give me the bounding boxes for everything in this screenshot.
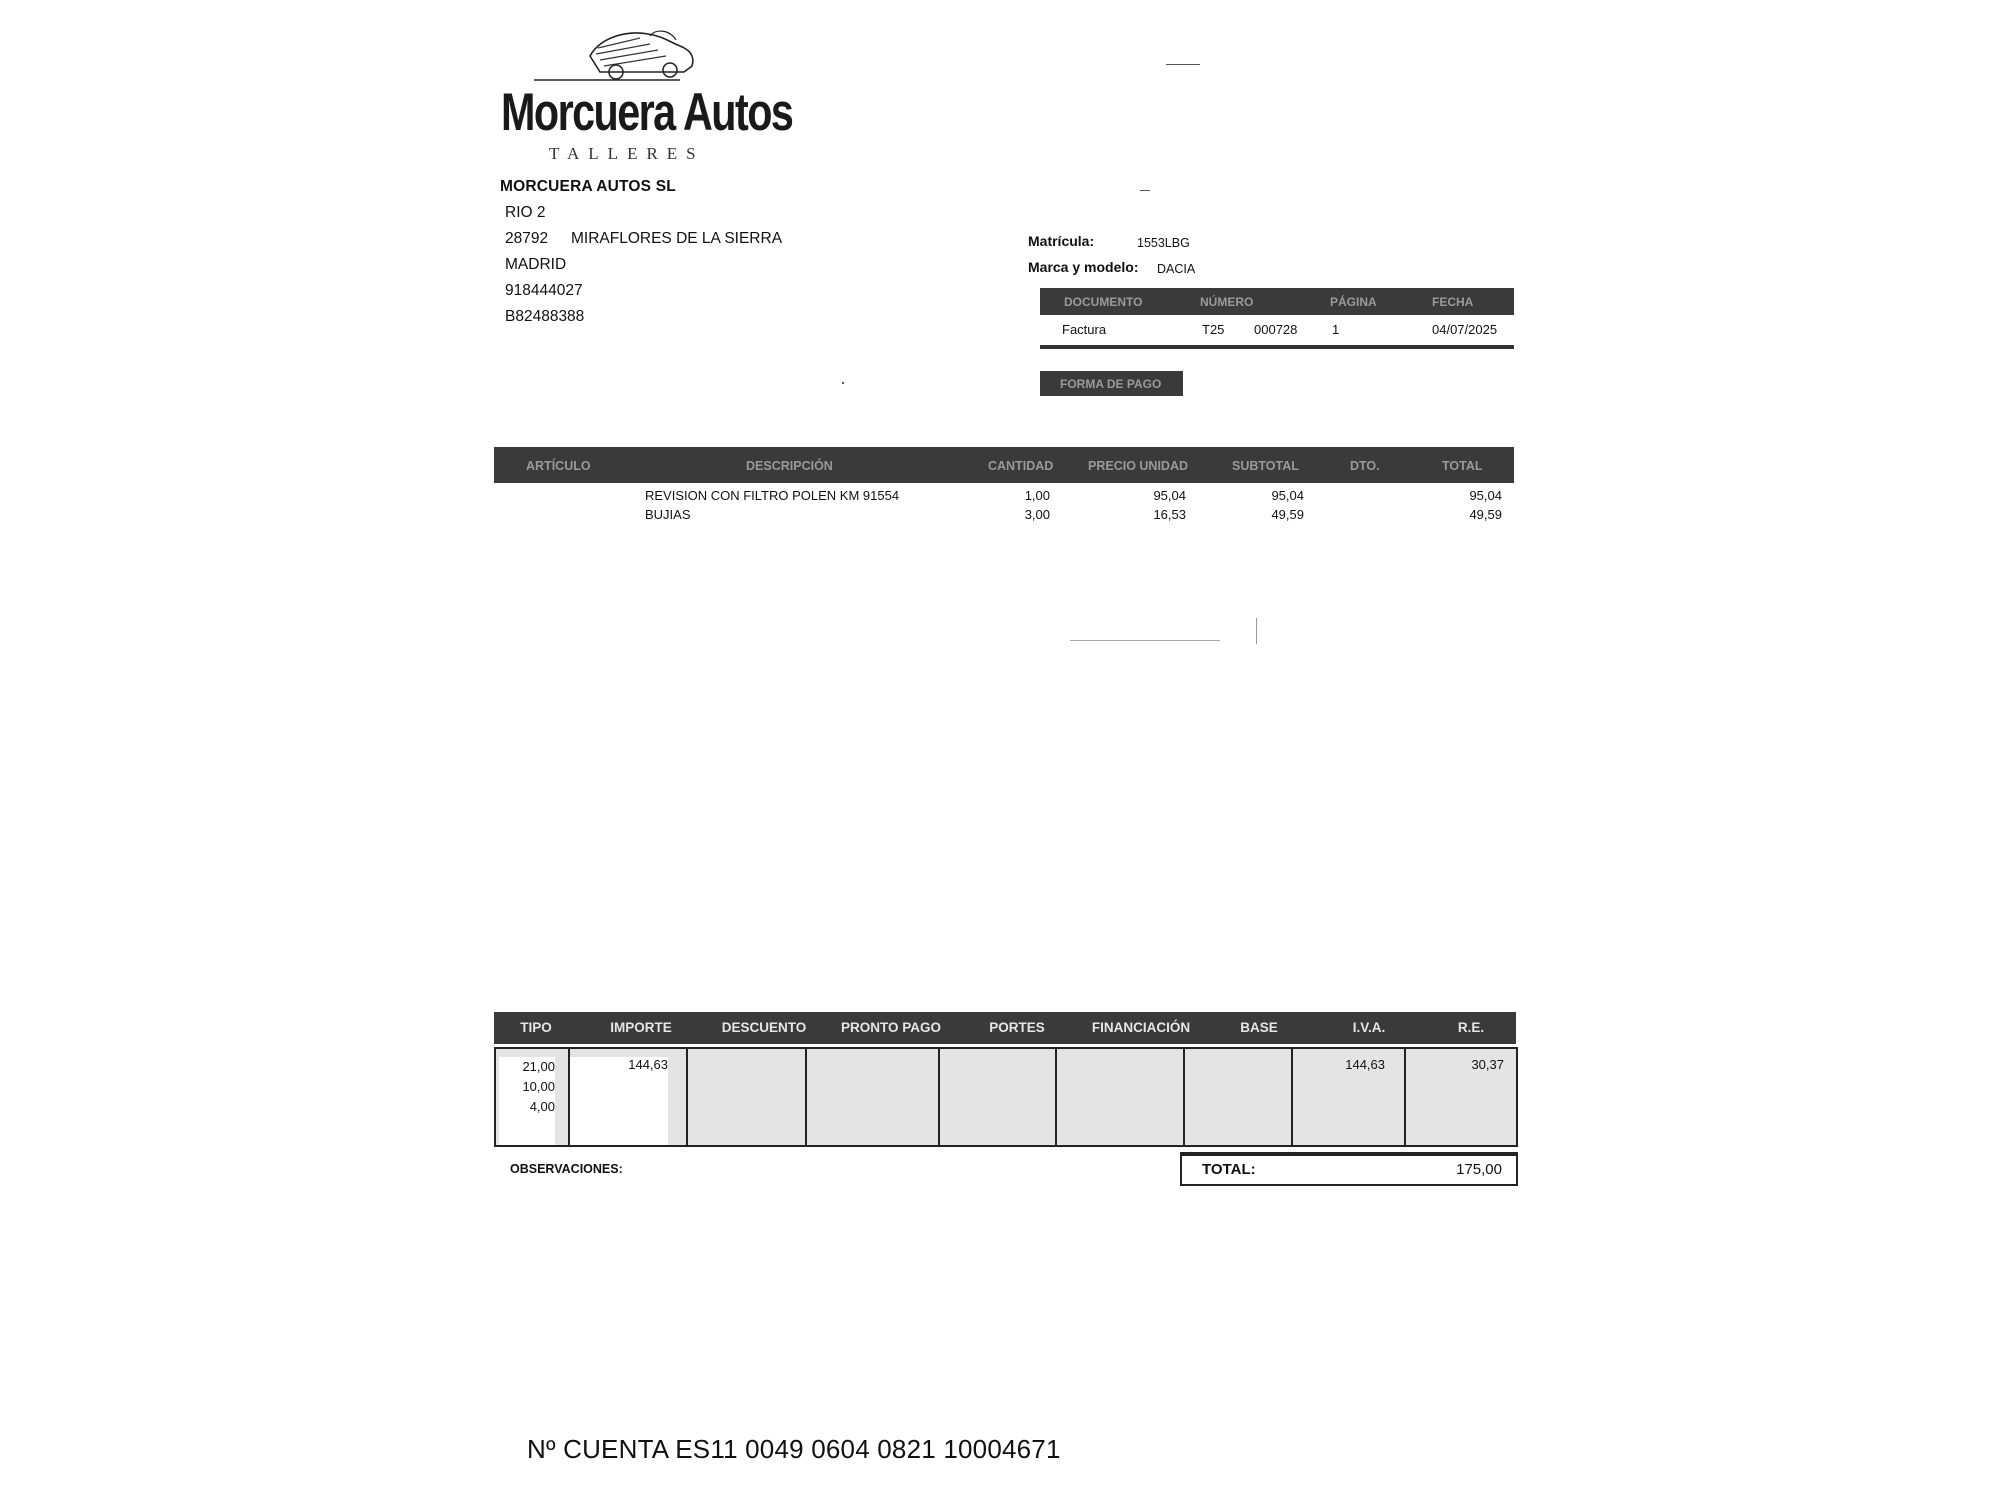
tax-rate: 21,00 <box>522 1059 555 1074</box>
model-label: Marca y modelo: <box>1028 259 1139 275</box>
header-importe: IMPORTE <box>610 1020 672 1035</box>
items-table-header <box>494 447 1514 483</box>
header-fecha: FECHA <box>1432 295 1474 309</box>
tax-table-header <box>494 1012 1516 1044</box>
header-base: BASE <box>1240 1020 1278 1035</box>
scan-speck <box>1256 618 1257 644</box>
total-box <box>1180 1152 1518 1186</box>
header-precio: PRECIO UNIDAD <box>1088 459 1189 473</box>
company-city-line <box>500 226 782 252</box>
column-divider <box>938 1049 940 1145</box>
scan-speck <box>1166 64 1200 65</box>
header-subtotal: SUBTOTAL <box>1232 459 1299 473</box>
document-table-header <box>1040 288 1514 315</box>
header-pagina: PÁGINA <box>1330 295 1377 309</box>
plate-label: Matrícula: <box>1028 233 1095 249</box>
item-total: 49,59 <box>1469 507 1502 522</box>
model-value: DACIA <box>1157 262 1196 276</box>
company-phone: 918444027 <box>505 282 583 299</box>
tax-table-body <box>494 1047 1518 1147</box>
iva-value: 30,37 <box>1471 1057 1504 1072</box>
header-numero: NÚMERO <box>1200 295 1254 309</box>
document-date: 04/07/2025 <box>1432 322 1498 337</box>
header-pronto-pago: PRONTO PAGO <box>840 1020 941 1035</box>
column-divider <box>1183 1049 1185 1145</box>
bank-account: Nº CUENTA ES11 0049 0604 0821 10004671 <box>527 1434 1061 1464</box>
scan-speck <box>842 382 844 384</box>
header-cantidad: CANTIDAD <box>988 459 1054 473</box>
item-subtotal: 95,04 <box>1271 488 1304 503</box>
item-subtotal: 49,59 <box>1271 507 1304 522</box>
item-total: 95,04 <box>1469 488 1502 503</box>
items-table-body <box>494 488 1514 526</box>
logo-subtitle: TALLERES <box>549 144 705 163</box>
header-tipo: TIPO <box>520 1020 552 1035</box>
company-postal-code: 28792 <box>505 230 549 247</box>
observations-label: OBSERVACIONES: <box>510 1162 623 1176</box>
payment-method-header <box>1040 371 1183 396</box>
item-quantity: 1,00 <box>1024 488 1050 503</box>
header-financiacion: FINANCIACIÓN <box>1091 1020 1191 1035</box>
document-number: 000728 <box>1254 322 1298 337</box>
company-info <box>500 174 782 330</box>
company-province: MADRID <box>505 256 567 273</box>
document-page: 1 <box>1332 322 1340 337</box>
header-iva: I.V.A. <box>1352 1020 1386 1035</box>
logo-title: Morcuera Autos <box>501 83 793 142</box>
scan-speck <box>1140 190 1150 191</box>
header-re: R.E. <box>1457 1020 1485 1035</box>
tipo-cell <box>499 1057 555 1145</box>
header-portes: PORTES <box>989 1020 1045 1035</box>
plate-value: 1553LBG <box>1137 236 1190 250</box>
column-divider <box>805 1049 807 1145</box>
item-description: BUJIAS <box>645 507 691 522</box>
item-unit-price: 16,53 <box>1153 507 1186 522</box>
payment-method-label: FORMA DE PAGO <box>1060 377 1162 391</box>
tax-rate: 10,00 <box>522 1079 555 1094</box>
car-logo-icon <box>530 26 700 88</box>
document-series: T25 <box>1202 322 1225 337</box>
table-row <box>494 488 1514 507</box>
company-city: MIRAFLORES DE LA SIERRA <box>571 230 783 247</box>
document-type: Factura <box>1062 322 1107 337</box>
item-description: REVISION CON FILTRO POLEN KM 91554 <box>645 488 900 503</box>
table-row <box>494 507 1514 526</box>
header-descripcion: DESCRIPCIÓN <box>746 459 833 473</box>
scan-speck <box>1070 640 1220 641</box>
document-divider <box>1040 345 1514 349</box>
document-row <box>1040 317 1514 347</box>
base-value: 144,63 <box>1345 1057 1385 1072</box>
column-divider <box>1055 1049 1057 1145</box>
header-documento: DOCUMENTO <box>1064 295 1143 309</box>
company-tax-id: B82488388 <box>505 308 585 325</box>
company-street: RIO 2 <box>505 204 546 221</box>
total-value: 175,00 <box>1456 1161 1502 1178</box>
company-name: MORCUERA AUTOS SL <box>500 178 676 195</box>
total-label: TOTAL: <box>1202 1161 1256 1178</box>
column-divider <box>686 1049 688 1145</box>
importe-value: 144,63 <box>570 1057 668 1145</box>
tax-rate: 4,00 <box>529 1099 555 1114</box>
header-total: TOTAL <box>1442 459 1483 473</box>
header-descuento: DESCUENTO <box>721 1020 807 1035</box>
header-dto: DTO. <box>1350 459 1380 473</box>
item-unit-price: 95,04 <box>1153 488 1186 503</box>
header-articulo: ARTÍCULO <box>526 459 591 473</box>
item-quantity: 3,00 <box>1024 507 1050 522</box>
